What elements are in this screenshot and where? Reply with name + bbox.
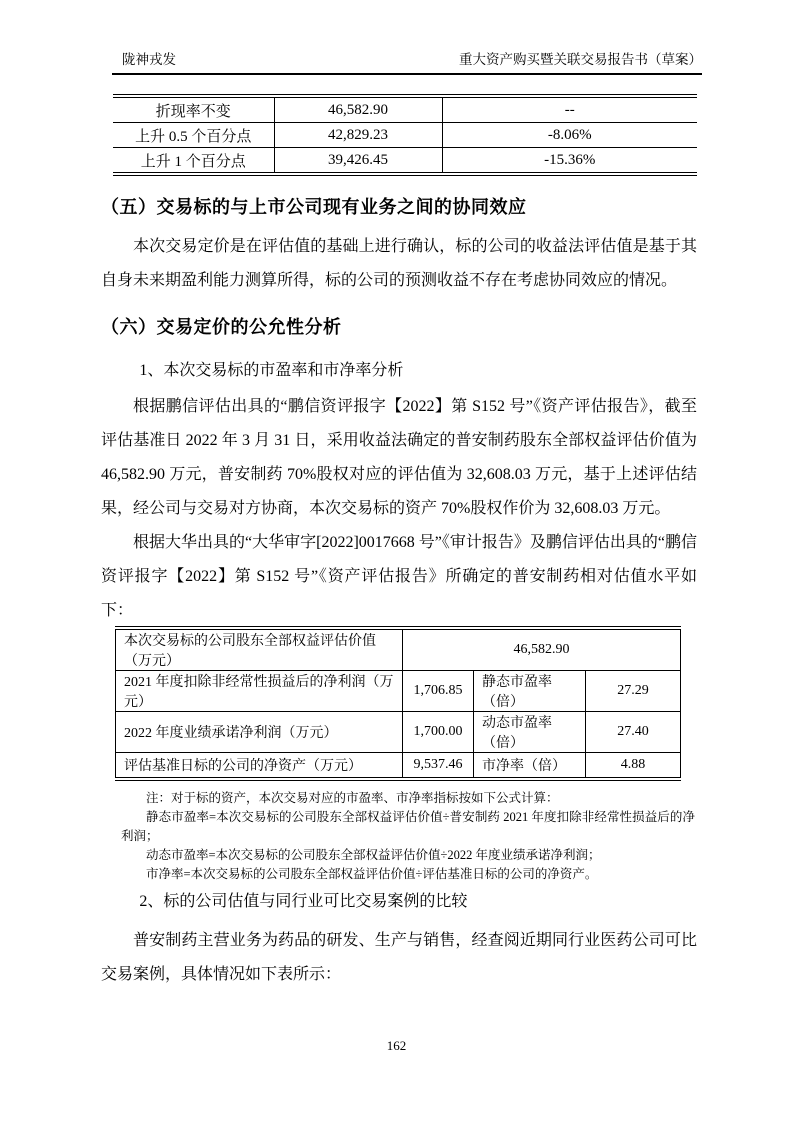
table-cell: 上升 1 个百分点 [113,148,274,175]
table-cell: 2021 年度扣除非经常性损益后的净利润（万元） [116,671,403,712]
note-line: 静态市盈率=本次交易标的公司股东全部权益评估价值÷普安制药 2021 年度扣除非经常性损益后的净利润； [121,810,695,843]
section-5-heading: （五）交易标的与上市公司现有业务之间的协同效应 [101,197,527,217]
table-cell: 46,582.90 [274,96,442,123]
table-cell: 9,537.46 [403,753,474,780]
table-cell: -15.36% [442,148,697,175]
table-cell: 静态市盈率（倍） [474,671,586,712]
table-cell: 46,582.90 [403,628,681,671]
table-cell: -8.06% [442,123,697,148]
table-cell: 折现率不变 [155,103,231,120]
page-number: 162 [386,1038,407,1053]
report-header [112,52,702,75]
note-line: 注：对于标的资产，本次交易对应的市盈率、市净率指标按如下公式计算： [146,791,559,805]
table-row [113,123,697,148]
table-row [113,148,697,175]
section-6-paragraph-3: 普安制药主营业务为药品的研发、生产与销售，经查阅近期同行业医药公司可比交易案例，具体情况如下表所示： [101,932,697,983]
table-cell: 上升 0.5 个百分点 [113,123,274,148]
section-5-paragraph: 本次交易定价是在评估值的基础上进行确认，标的公司的收益法评估值是基于其自身未来期盈利能力测算所得，标的公司的预测收益不存在考虑协同效应的情况。 [101,238,697,289]
table-cell: 1,700.00 [403,712,474,753]
table-cell: 本次交易标的公司股东全部权益评估价值（万元） [116,628,403,671]
sensitivity-table [113,94,697,176]
table-cell: 39,426.45 [274,148,442,175]
section-6-paragraph-2: 根据大华出具的“大华审字[2022]0017668 号”《审计报告》及鹏信评估出具的“鹏信资评报字【2022】第 S152 号”《资产评估报告》所确定的普安制药相对估值水平如下： [101,534,697,619]
table-row [116,712,681,753]
header-company-name: 陇神戎发 [122,52,176,67]
valuation-table [115,626,681,781]
table-cell: 42,829.23 [274,123,442,148]
table-row [116,628,681,671]
note-line: 动态市盈率=本次交易标的公司股东全部权益评估价值÷2022 年度业绩承诺净利润； [146,848,601,862]
table-row [113,96,697,123]
table-notes [121,789,695,884]
table-cell: 评估基准日标的公司的净资产（万元） [116,753,403,780]
table-cell: 市净率（倍） [474,753,586,780]
header-report-title: 重大资产购买暨关联交易报告书（草案） [459,52,702,67]
table-row [116,753,681,780]
table-cell: 2022 年度业绩承诺净利润（万元） [116,712,403,753]
table-cell: -- [442,96,697,123]
subsection-2-heading: 2、标的公司估值与同行业可比交易案例的比较 [139,893,468,910]
table-cell: 27.40 [586,712,681,753]
table-row [116,671,681,712]
page-content [101,94,697,992]
note-line: 市净率=本次交易标的公司股东全部权益评估价值÷评估基准日标的公司的净资产。 [146,867,598,881]
table-cell: 4.88 [586,753,681,780]
table-cell: 动态市盈率（倍） [474,712,586,753]
table-cell: 27.29 [586,671,681,712]
section-6-heading: （六）交易定价的公允性分析 [101,317,342,337]
subsection-1-heading: 1、本次交易标的市盈率和市净率分析 [139,362,404,379]
table-cell: 1,706.85 [403,671,474,712]
section-6-paragraph-1: 根据鹏信评估出具的“鹏信资评报字【2022】第 S152 号”《资产评估报告》，截至评估基准日 2022 年 3 月 31 日，采用收益法确定的普安制药股东全部权益评估价值为 46,582.90 万元，普安制药 70%股权对应的评估值为 32,608.03 万元，基于上述评估结果，经公司与交易对方协商，本次交易标的资产 70%股权作价为 32,608.03 万元。 [101,398,697,517]
